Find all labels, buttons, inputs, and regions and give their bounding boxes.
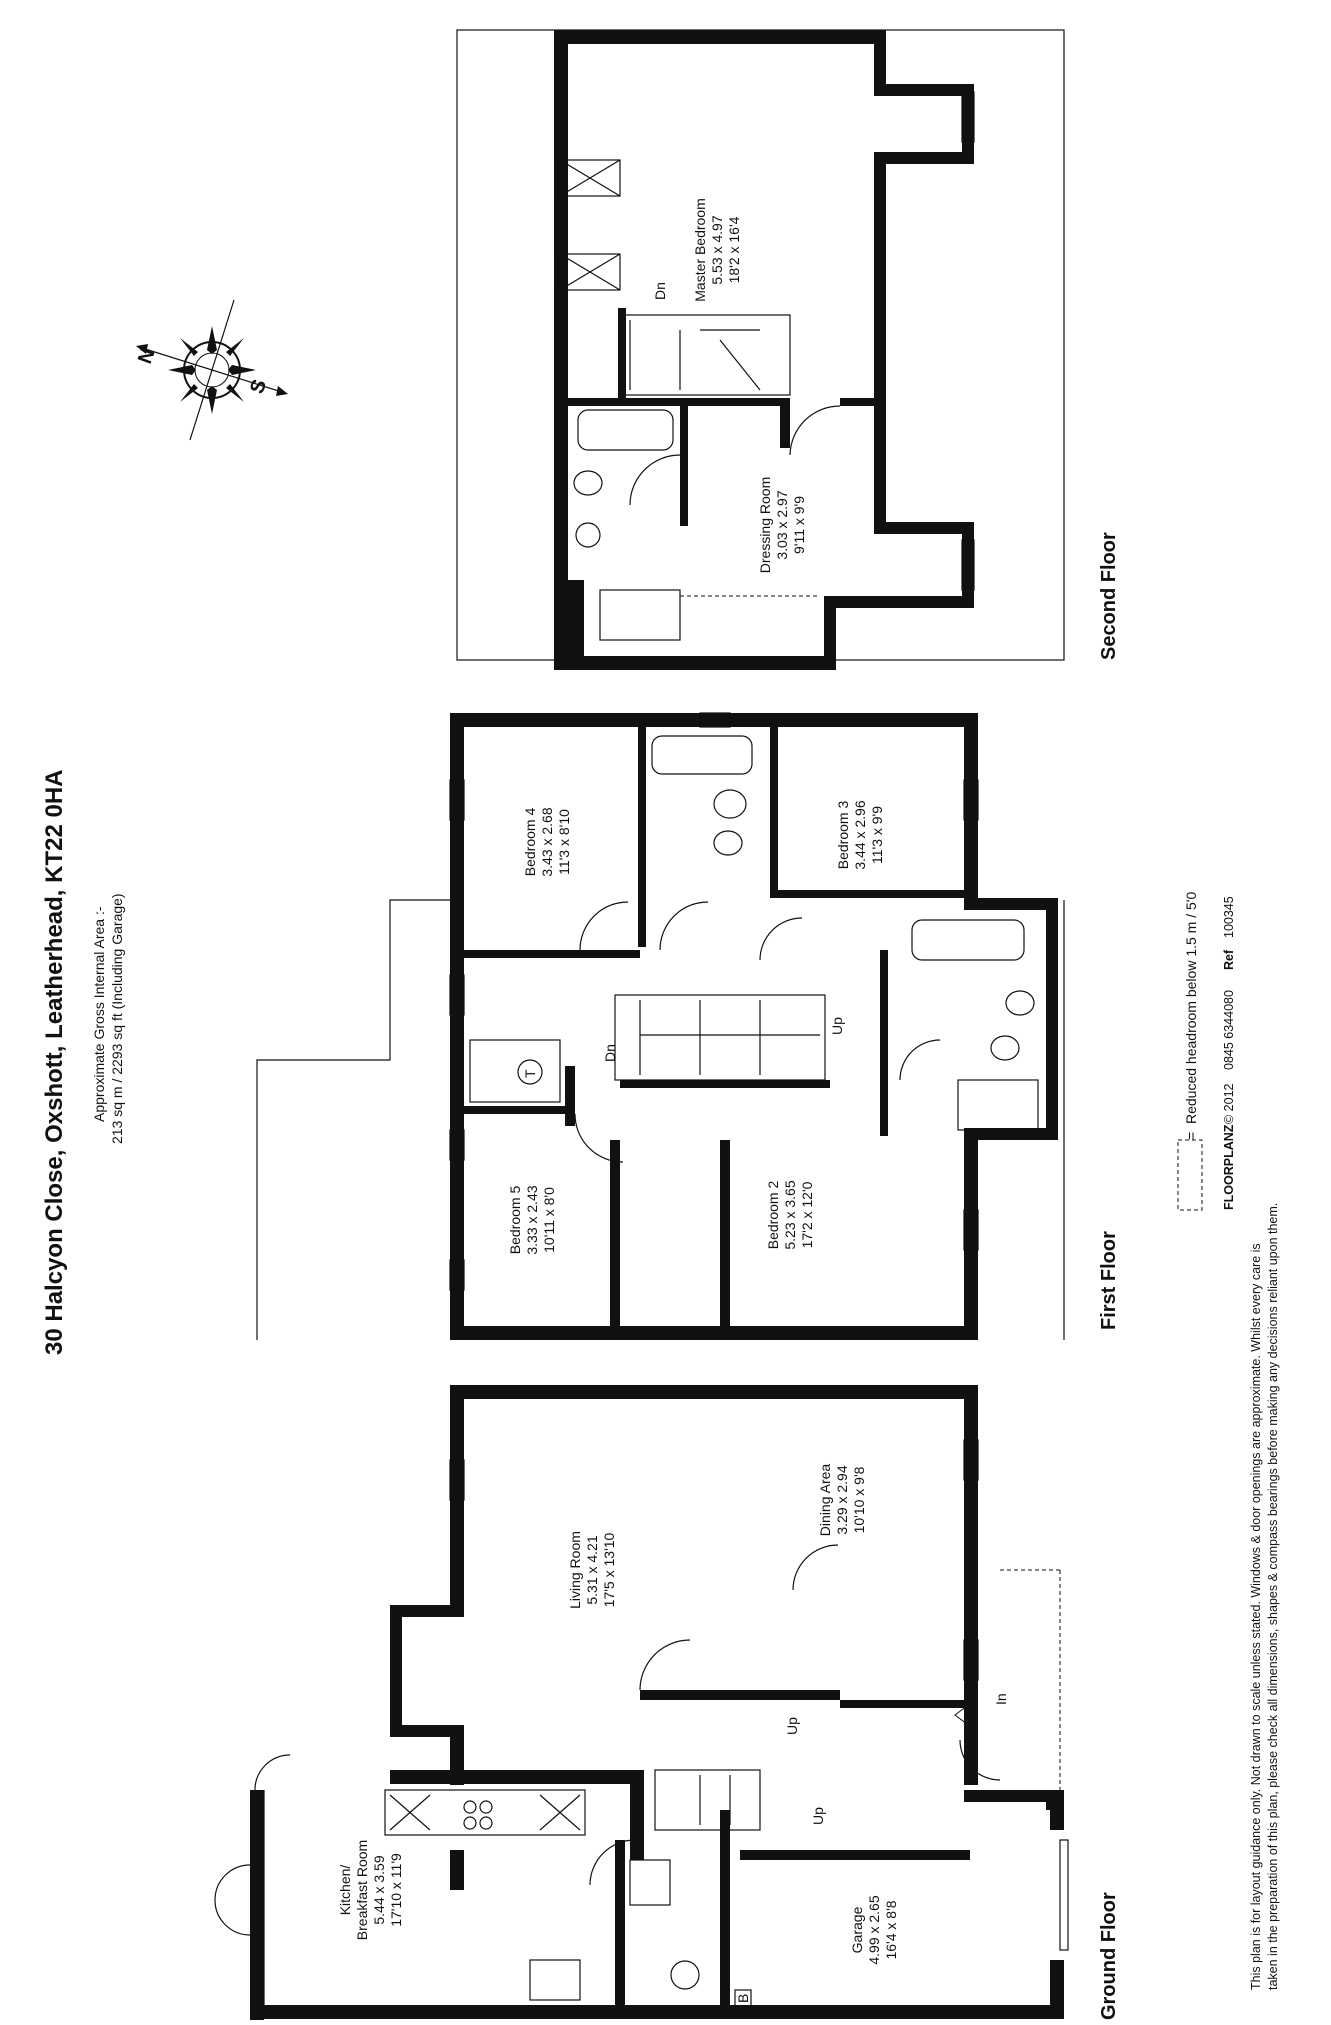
bedroom-2-label bbox=[765, 1180, 815, 1249]
master-bedroom-label bbox=[692, 198, 742, 301]
first-floor-title: First Floor bbox=[1098, 1231, 1120, 1330]
ground-floor-plan bbox=[215, 1385, 1068, 2020]
svg-text:5.53 x 4.97: 5.53 x 4.97 bbox=[709, 215, 725, 285]
svg-text:3.44 x 2.96: 3.44 x 2.96 bbox=[852, 800, 868, 870]
svg-text:10'11 x 8'0: 10'11 x 8'0 bbox=[541, 1187, 557, 1253]
svg-text:17'2 x 12'0: 17'2 x 12'0 bbox=[799, 1181, 815, 1249]
svg-text:5.23 x 3.65: 5.23 x 3.65 bbox=[782, 1180, 798, 1250]
svg-text:3.29 x 2.94: 3.29 x 2.94 bbox=[834, 1465, 850, 1535]
svg-text:Living Room: Living Room bbox=[567, 1531, 583, 1609]
stairs-down-mark-first: Dn bbox=[602, 1044, 618, 1062]
svg-text:11'3 x 9'9: 11'3 x 9'9 bbox=[869, 805, 885, 865]
svg-text:Bedroom 5: Bedroom 5 bbox=[507, 1185, 523, 1255]
svg-text:=: = bbox=[1183, 1131, 1199, 1140]
svg-text:18'2 x 16'4: 18'2 x 16'4 bbox=[726, 216, 742, 284]
bedroom-5-label bbox=[507, 1185, 557, 1254]
svg-text:Kitchen/: Kitchen/ bbox=[337, 1864, 353, 1916]
area-label: Approximate Gross Internal Area :- bbox=[91, 906, 107, 1122]
brand-name: FLOORPLANZ bbox=[1222, 1124, 1236, 1210]
svg-text:4.99 x 2.65: 4.99 x 2.65 bbox=[866, 1895, 882, 1965]
first-floor-plan bbox=[257, 713, 1064, 1340]
kitchen-label bbox=[337, 1840, 404, 1940]
area-summary bbox=[91, 893, 125, 1144]
svg-text:Bedroom 4: Bedroom 4 bbox=[522, 807, 538, 877]
compass-rose-icon bbox=[136, 300, 288, 440]
svg-text:11'3 x 8'10: 11'3 x 8'10 bbox=[556, 809, 572, 875]
disclaimer bbox=[1249, 1203, 1280, 1990]
bedroom-3-label bbox=[835, 800, 885, 869]
second-floor-title: Second Floor bbox=[1098, 532, 1120, 660]
svg-text:17'5 x 13'10: 17'5 x 13'10 bbox=[601, 1532, 617, 1608]
disclaimer-line-1: This plan is for layout guidance only. Not drawn to scale unless stated. Windows & door openings are approximate. Whilst every care is bbox=[1249, 1243, 1263, 1990]
svg-text:17'10 x 11'9: 17'10 x 11'9 bbox=[388, 1853, 404, 1927]
stairs-up-mark-ground: Up bbox=[784, 1717, 800, 1735]
area-value: 213 sq m / 2293 sq ft (Including Garage) bbox=[109, 893, 125, 1144]
copyright: © 2012 bbox=[1222, 1083, 1236, 1124]
svg-text:16'4 x 8'8: 16'4 x 8'8 bbox=[883, 1900, 899, 1960]
property-address: 30 Halcyon Close, Oxshott, Leatherhead, KT22 0HA bbox=[41, 769, 68, 1355]
ref-label: Ref bbox=[1222, 949, 1236, 970]
svg-text:Bedroom 3: Bedroom 3 bbox=[835, 800, 851, 870]
garage-label bbox=[849, 1895, 899, 1964]
reduced-headroom-swatch bbox=[1178, 1140, 1202, 1210]
svg-text:Garage: Garage bbox=[849, 1906, 865, 1954]
dining-area-label bbox=[817, 1464, 867, 1537]
boiler-mark: B bbox=[735, 1993, 751, 2003]
garage-step-up-mark: Up bbox=[810, 1807, 826, 1825]
svg-text:Master Bedroom: Master Bedroom bbox=[692, 198, 708, 302]
disclaimer-line-2: taken in the preparation of this plan, please check all dimensions, shapes & compass bearings before making any decisions reliant upon them. bbox=[1266, 1202, 1280, 1990]
stairs-down-mark: Dn bbox=[652, 282, 668, 300]
tank-mark: T bbox=[522, 1069, 538, 1078]
header bbox=[41, 769, 68, 1355]
svg-text:3.33 x 2.43: 3.33 x 2.43 bbox=[524, 1185, 540, 1255]
svg-text:5.44 x 3.59: 5.44 x 3.59 bbox=[371, 1855, 387, 1925]
svg-text:9'11 x 9'9: 9'11 x 9'9 bbox=[791, 495, 807, 555]
svg-text:Dressing Room: Dressing Room bbox=[757, 476, 773, 574]
svg-text:5.31 x 4.21: 5.31 x 4.21 bbox=[584, 1535, 600, 1605]
dressing-room-label bbox=[757, 477, 807, 573]
svg-text:Dining Area: Dining Area bbox=[817, 1463, 833, 1537]
svg-text:Bedroom 2: Bedroom 2 bbox=[765, 1180, 781, 1250]
stairs-up-mark: Up bbox=[829, 1017, 845, 1035]
legend bbox=[1183, 892, 1199, 1140]
bedroom-4-label bbox=[522, 807, 572, 876]
footer-brand bbox=[1222, 896, 1236, 1210]
compass-south-label: S bbox=[246, 376, 272, 397]
legend-text: Reduced headroom below 1.5 m / 5'0 bbox=[1183, 891, 1199, 1124]
phone-number: 0845 6344080 bbox=[1222, 990, 1236, 1070]
svg-text:Breakfast Room: Breakfast Room bbox=[354, 1839, 370, 1941]
ref-number: 100345 bbox=[1222, 896, 1236, 938]
living-room-label bbox=[567, 1531, 617, 1609]
entrance-in-mark: In bbox=[993, 1693, 1009, 1705]
compass-north-label: N bbox=[134, 345, 160, 367]
svg-text:3.43 x 2.68: 3.43 x 2.68 bbox=[539, 807, 555, 877]
svg-text:10'10 x 9'8: 10'10 x 9'8 bbox=[851, 1466, 867, 1534]
ground-floor-title: Ground Floor bbox=[1098, 1892, 1120, 2020]
svg-text:3.03 x 2.97: 3.03 x 2.97 bbox=[774, 490, 790, 560]
